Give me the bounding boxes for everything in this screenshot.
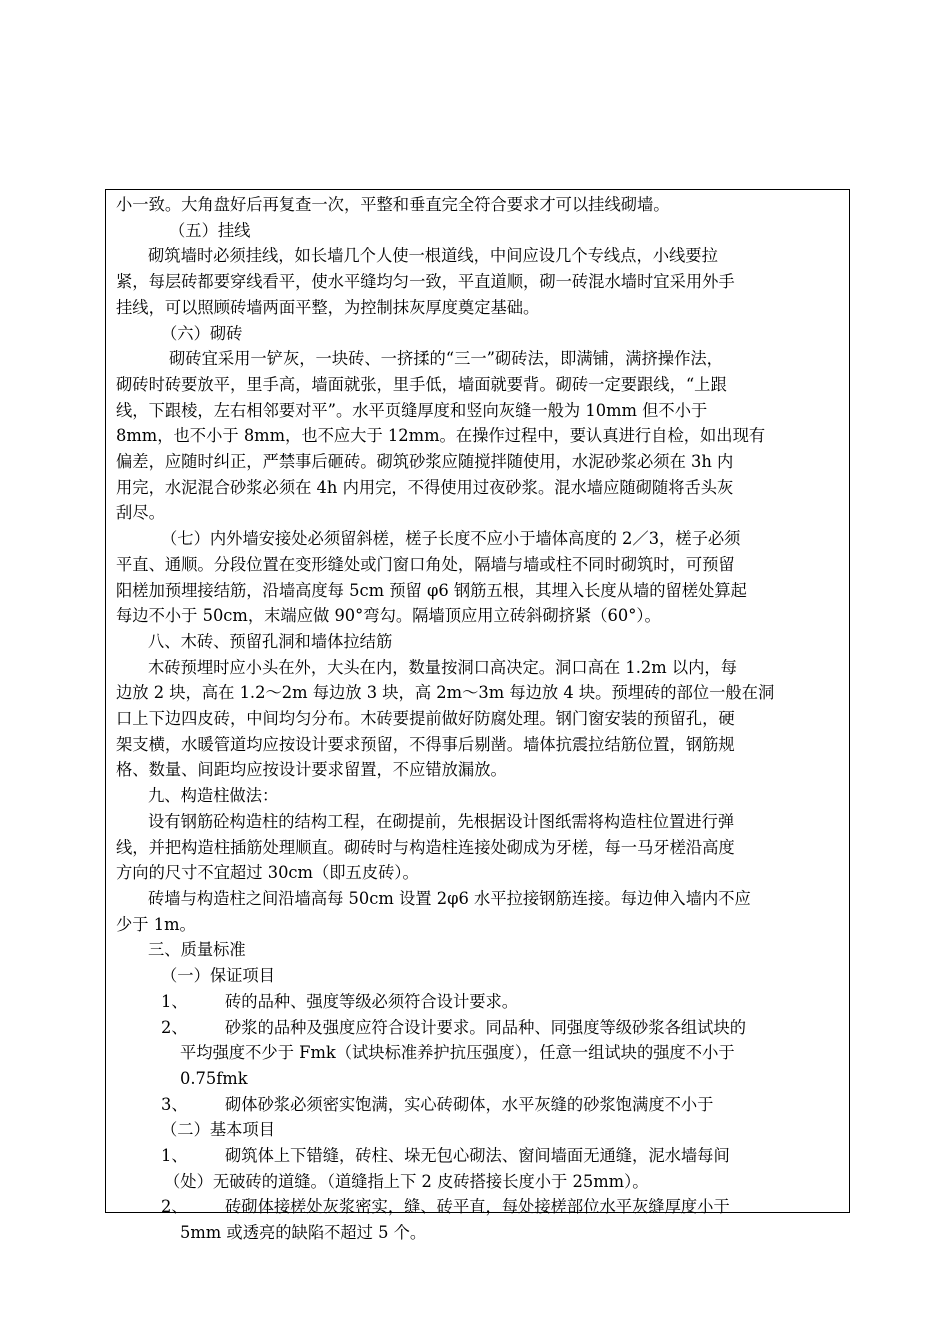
text-line: 少于 1m。 bbox=[116, 914, 196, 934]
subsection-heading: （二）基本项目 bbox=[161, 1120, 275, 1140]
text-line: 架支横，水暖管道均应按设计要求预留，不得事后剔凿。墙体抗震拉结筋位置，钢筋规 bbox=[116, 734, 735, 754]
text-line: 砌砖宜采用一铲灰，一块砖、一挤揉的“三一”砌砖法，即满铺，满挤操作法， bbox=[169, 349, 723, 369]
list-item-continuation: 0.75fmk bbox=[180, 1068, 248, 1088]
text-line: 边放 2 块，高在 1.2～2m 每边放 3 块，高 2m～3m 每边放 4 块。预埋砖的部位一般在洞 bbox=[116, 683, 775, 703]
section-heading: 九、构造柱做法： bbox=[148, 786, 279, 806]
text-line: 用完，水泥混合砂浆必须在 4h 内用完，不得使用过夜砂浆。混水墙应随砌随将舌头灰 bbox=[116, 477, 734, 497]
list-item bbox=[116, 1143, 839, 1169]
list-number: 3、 bbox=[161, 1094, 188, 1114]
list-item bbox=[116, 1194, 839, 1220]
text-line: 方向的尺寸不宜超过 30cm（即五皮砖）。 bbox=[116, 863, 419, 883]
text-line: 平直、通顺。分段位置在变形缝处或门窗口角处，隔墙与墙或柱不同时砌筑时，可预留 bbox=[116, 554, 735, 574]
list-item-text: 砂浆的品种及强度应符合设计要求。同品种、同强度等级砂浆各组试块的 bbox=[225, 1017, 747, 1037]
text-line: 线，下跟棱，左右相邻要对平”。水平页缝厚度和竖向灰缝一般为 10mm 但不小于 bbox=[116, 400, 708, 420]
text-line: 8mm，也不小于 8mm，也不应大于 12mm。在操作过程中，要认真进行自检，如出现有 bbox=[116, 426, 766, 446]
text-line: 刮尽。 bbox=[116, 503, 165, 523]
text-line: 砌砖时砖要放平，里手高，墙面就张，里手低，墙面就要背。砌砖一定要跟线，“上跟 bbox=[116, 374, 727, 394]
text-line: 每边不小于 50cm，末端应做 90°弯勾。隔墙顶应用立砖斜砌挤紧（60°）。 bbox=[116, 606, 661, 626]
text-line: 砖墙与构造柱之间沿墙高每 50cm 设置 2φ6 水平拉接钢筋连接。每边伸入墙内不应 bbox=[148, 888, 751, 908]
section-heading: （五）挂线 bbox=[169, 220, 251, 240]
text-line: 砌筑墙时必须挂线，如长墙几个人使一根道线，中间应设几个专线点，小线要拉 bbox=[148, 246, 718, 266]
text-line: 紧，每层砖都要穿线看平，使水平缝均匀一致，平直道顺，砌一砖混水墙时宜采用外手 bbox=[116, 272, 735, 292]
subsection-heading: （一）保证项目 bbox=[161, 966, 275, 986]
list-number: 1、 bbox=[161, 1146, 188, 1166]
text-line: 口上下边四皮砖，中间均匀分布。木砖要提前做好防腐处理。钢门窗安装的预留孔，硬 bbox=[116, 709, 735, 729]
text-line: （七）内外墙安接处必须留斜槎，槎子长度不应小于墙体高度的 2／3，槎子必须 bbox=[161, 529, 741, 549]
text-line: 木砖预埋时应小头在外，大头在内，数量按洞口高决定。洞口高在 1.2m 以内，每 bbox=[148, 657, 737, 677]
list-item-text: 砖砌体接槎处灰浆密实，缝、砖平直，每处接槎部位水平灰缝厚度小于 bbox=[225, 1197, 730, 1217]
list-item-text: 砖的品种、强度等级必须符合设计要求。 bbox=[225, 991, 519, 1011]
list-number: 2、 bbox=[161, 1017, 188, 1037]
section-heading: 三、质量标准 bbox=[148, 940, 246, 960]
list-item-continuation: 5mm 或透亮的缺陷不超过 5 个。 bbox=[180, 1223, 427, 1243]
list-item bbox=[116, 1015, 839, 1041]
text-line: 偏差，应随时纠正，严禁事后砸砖。砌筑砂浆应随搅拌随使用，水泥砂浆必须在 3h 内 bbox=[116, 452, 734, 472]
list-item bbox=[116, 989, 839, 1015]
document-frame bbox=[105, 189, 850, 1243]
list-item-continuation: 平均强度不少于 Fmk（试块标准养护抗压强度），任意一组试块的强度不小于 bbox=[180, 1043, 735, 1063]
text-line: 格、数量、间距均应按设计要求留置，不应错放漏放。 bbox=[116, 760, 507, 780]
list-item-text: 砌筑体上下错缝，砖柱、垛无包心砌法、窗间墙面无通缝，泥水墙每间 bbox=[225, 1146, 730, 1166]
list-number: 1、 bbox=[161, 991, 188, 1011]
list-item-continuation: （处）无破砖的道缝。（道缝指上下 2 皮砖搭接长度小于 25mm）。 bbox=[164, 1171, 649, 1191]
list-number: 2、 bbox=[161, 1197, 188, 1217]
section-heading: （六）砌砖 bbox=[161, 323, 243, 343]
text-line: 设有钢筋砼构造柱的结构工程，在砌提前，先根据设计图纸需将构造柱位置进行弹 bbox=[148, 811, 735, 831]
list-item bbox=[116, 1092, 839, 1118]
text-line: 线，并把构造柱插筋处理顺直。砌砖时与构造柱连接处砌成为牙槎，每一马牙槎沿高度 bbox=[116, 837, 735, 857]
list-item-text: 砌体砂浆必须密实饱满，实心砖砌体，水平灰缝的砂浆饱满度不小于 bbox=[225, 1094, 714, 1114]
text-line: 小一致。大角盘好后再复查一次，平整和垂直完全符合要求才可以挂线砌墙。 bbox=[116, 195, 670, 214]
section-heading: 八、木砖、预留孔洞和墙体拉结筋 bbox=[148, 631, 393, 651]
text-line: 阳槎加预埋接结筋，沿墙高度每 5cm 预留 φ6 钢筋五根，其埋入长度从墙的留槎处算起 bbox=[116, 580, 747, 600]
text-line: 挂线，可以照顾砖墙两面平整，为控制抹灰厚度奠定基础。 bbox=[116, 297, 540, 317]
